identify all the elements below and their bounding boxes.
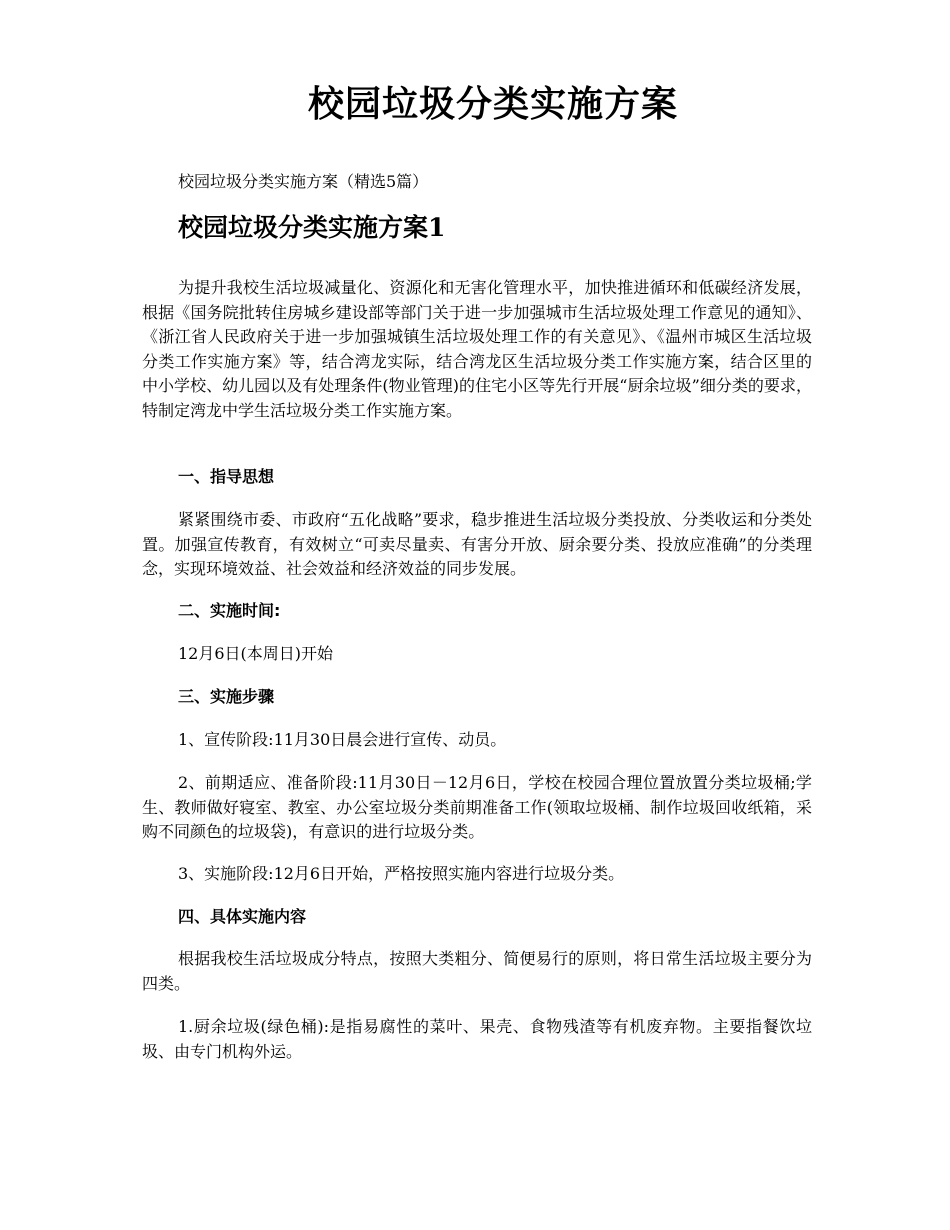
section-heading: 校园垃圾分类实施方案1 [178,213,446,242]
paragraph-guiding-ideology: 紧紧围绕市委、市政府“五化战略”要求，稳步推进生活垃圾分类投放、分类收运和分类处置。加强宣传教育，有效树立“可卖尽量卖、有害分开放、厨余要分类、投放应准确”的分类理念，实现环境效益、社会效益和经济效益的同步发展。 [142,510,812,578]
heading-implementation-steps: 三、实施步骤 [178,687,275,706]
intro-paragraph: 为提升我校生活垃圾减量化、资源化和无害化管理水平，加快推进循环和低碳经济发展，根据《国务院批转住房城乡建设部等部门关于进一步加强城市生活垃圾处理工作意见的通知》、《浙江省人民政府关于进一步加强城镇生活垃圾处理工作的有关意见》、《温州市城区生活垃圾分类工作实施方案》等，结合湾龙实际，结合湾龙区生活垃圾分类工作实施方案，结合区里的中小学校、幼儿园以及有处理条件(物业管理)的住宅小区等先行开展“厨余垃圾”细分类的要求，特制定湾龙中学生活垃圾分类工作实施方案。 [142,278,812,420]
step-preparation: 2、前期适应、准备阶段:11月30日－12月6日，学校在校园合理位置放置分类垃圾桶;学生、教师做好寝室、教室、办公室垃圾分类前期准备工作(领取垃圾桶、制作垃圾回收纸箱，采购不同颜色的垃圾袋)，有意识的进行垃圾分类。 [142,773,812,841]
heading-implementation-time: 二、实施时间: [178,601,281,620]
heading-specific-content: 四、具体实施内容 [178,907,307,926]
item-kitchen-waste: 1.厨余垃圾(绿色桶):是指易腐性的菜叶、果壳、食物残渣等有机废弃物。主要指餐饮垃圾、由专门机构外运。 [142,1017,812,1061]
step-implementation: 3、实施阶段:12月6日开始，严格按照实施内容进行垃圾分类。 [178,864,625,883]
paragraph-implementation-time: 12月6日(本周日)开始 [178,644,334,663]
paragraph-specific-content: 根据我校生活垃圾成分特点，按照大类粗分、简便易行的原则，将日常生活垃圾主要分为四类。 [142,949,812,993]
document-title: 校园垃圾分类实施方案 [307,83,678,125]
heading-guiding-ideology: 一、指导思想 [178,467,275,486]
document-subtitle: 校园垃圾分类实施方案（精选5篇） [178,172,429,191]
step-publicity: 1、宣传阶段:11月30日晨会进行宣传、动员。 [178,730,507,749]
